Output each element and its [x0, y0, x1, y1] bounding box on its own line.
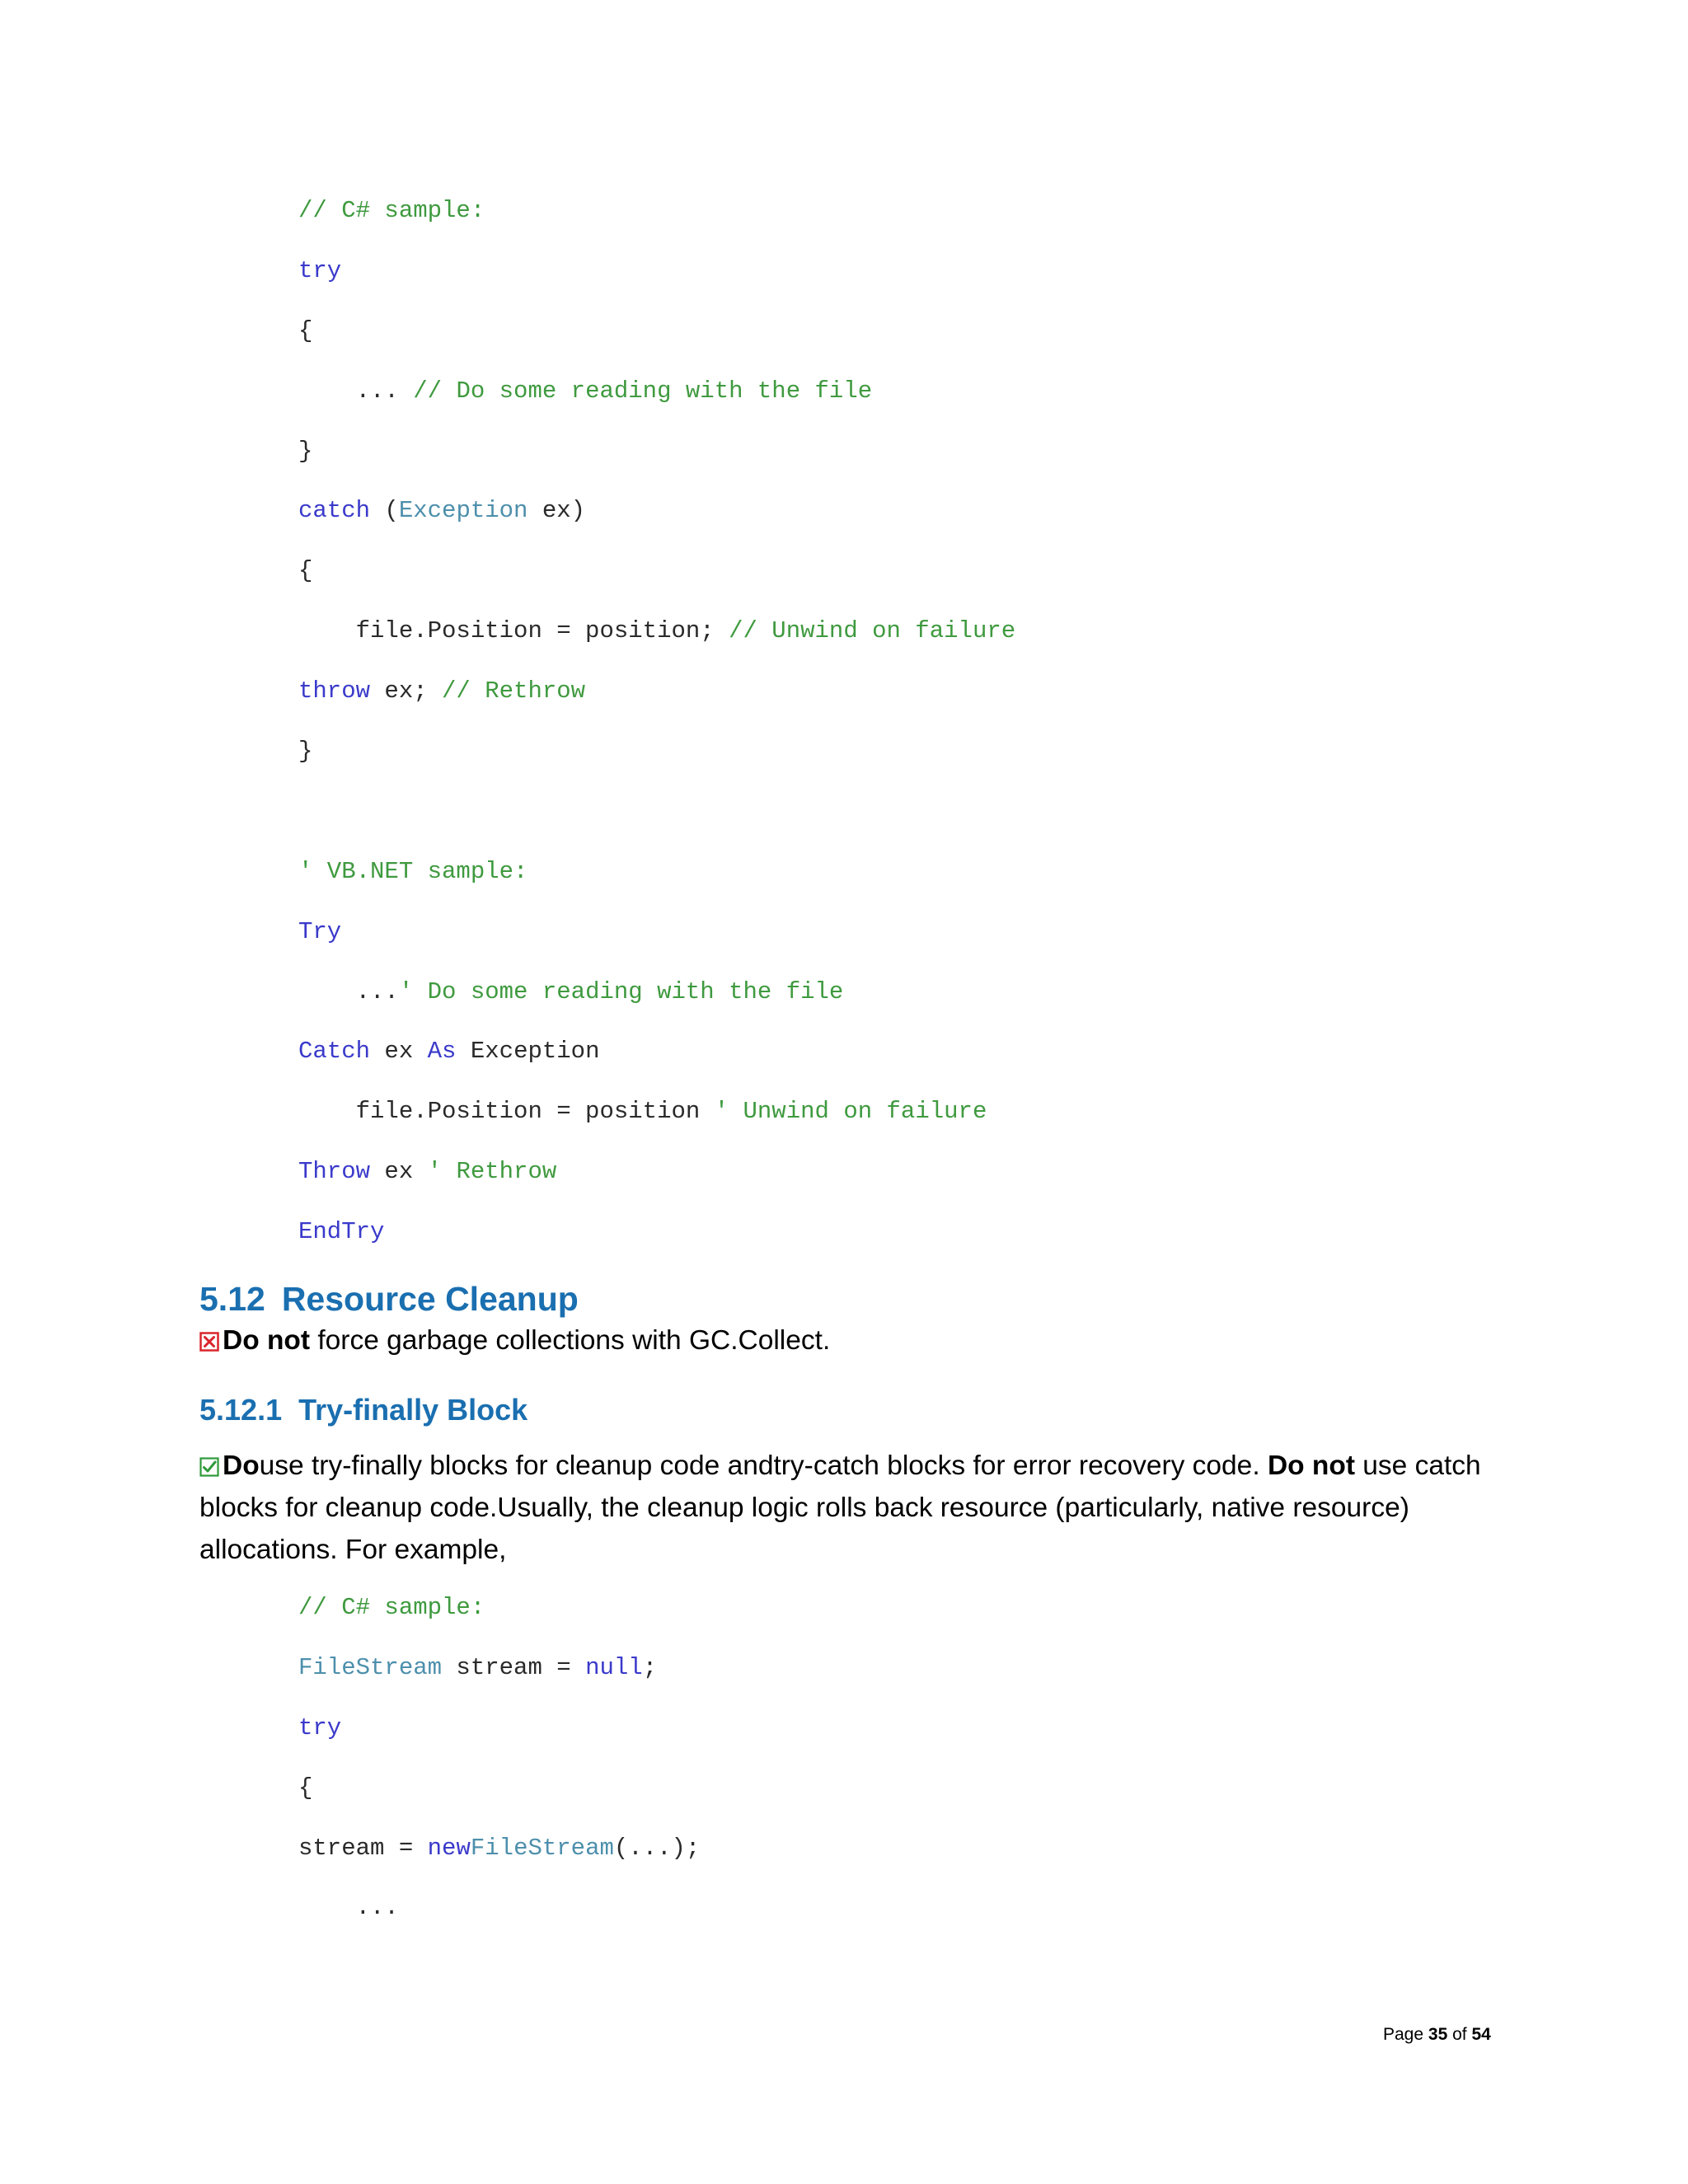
code-token: ...: [298, 1894, 399, 1922]
cross-box-icon: [199, 1332, 219, 1352]
code-token: {: [298, 557, 313, 585]
code-token: EndTry: [298, 1218, 385, 1246]
rule-text: force garbage collections with GC.Collect.: [310, 1325, 831, 1356]
code-token: file.Position = position: [298, 1098, 715, 1126]
code-token: try: [298, 256, 342, 284]
code-token: // Unwind on failure: [729, 617, 1016, 645]
code-token: ' Do some reading with the file: [398, 977, 844, 1005]
code-line: [298, 1713, 700, 1774]
code-line: [298, 977, 1015, 1038]
code-token: ;: [642, 1653, 658, 1681]
code-token: try: [298, 1713, 342, 1741]
code-token: Catch: [298, 1038, 371, 1066]
code-block-csharp-try-finally: [298, 1593, 700, 1953]
code-line: [298, 797, 1015, 857]
section-number: 5.12: [199, 1280, 265, 1318]
code-token: FileStream: [470, 1834, 614, 1862]
code-line: [298, 1893, 700, 1953]
code-token: // C# sample:: [298, 1594, 485, 1621]
code-token: As: [427, 1038, 457, 1066]
code-token: ' Unwind on failure: [714, 1098, 987, 1126]
code-token: ' VB.NET sample:: [298, 857, 528, 885]
code-line: [298, 1157, 1015, 1217]
check-box-icon: [199, 1457, 219, 1477]
code-line: [298, 1097, 1015, 1157]
code-token: // C# sample:: [298, 197, 485, 224]
code-token: file.Position = position;: [298, 617, 729, 645]
rule-do-not-gc-collect: [199, 1319, 1485, 1361]
code-token: ...: [298, 377, 414, 405]
code-line: [298, 1037, 1015, 1097]
code-token: stream =: [298, 1834, 428, 1862]
code-token: FileStream: [298, 1653, 443, 1681]
code-token: ex: [370, 1158, 428, 1186]
rule-do-use-try-finally: [199, 1445, 1485, 1571]
page-number: 35: [1428, 2025, 1448, 2044]
code-token: }: [298, 738, 313, 766]
code-token: ex: [370, 1038, 428, 1066]
code-line: [298, 677, 1015, 737]
code-line: [298, 1653, 700, 1713]
code-line: [298, 196, 1015, 256]
code-block-csharp-vb-try-catch: [298, 196, 1015, 1277]
section-heading-5-12: [199, 1280, 579, 1319]
section-title: Resource Cleanup: [281, 1280, 579, 1318]
code-line: [298, 737, 1015, 797]
code-line: [298, 857, 1015, 917]
code-line: [298, 437, 1015, 497]
code-line: [298, 316, 1015, 377]
section-title: Try-finally Block: [298, 1393, 528, 1427]
rule-text-2: use catch blocks for cleanup code.Usually, the cleanup logic rolls back resource (particularly, native resource) allocations. For example,: [199, 1451, 1481, 1565]
code-token: stream =: [442, 1653, 586, 1681]
rule-emphasis: Do not: [223, 1325, 311, 1356]
code-line: [298, 377, 1015, 437]
code-token: null: [585, 1653, 643, 1681]
code-token: Exception: [398, 497, 528, 525]
section-number: 5.12.1: [199, 1393, 283, 1427]
code-line: [298, 1593, 700, 1653]
code-token: {: [298, 1774, 313, 1802]
code-line: [298, 1217, 1015, 1277]
code-token: ' Rethrow: [427, 1158, 557, 1186]
rule-emphasis-do: Do: [223, 1451, 260, 1481]
code-token: ex): [528, 497, 586, 525]
code-line: [298, 556, 1015, 616]
code-line: [298, 256, 1015, 316]
code-line: [298, 1834, 700, 1894]
code-line: [298, 1774, 700, 1834]
code-token: new: [427, 1834, 471, 1862]
rule-emphasis-do-not: Do not: [1267, 1451, 1355, 1481]
page-footer: [1383, 2025, 1491, 2045]
code-token: {: [298, 316, 313, 344]
code-line: [298, 917, 1015, 977]
page-of-label: of: [1447, 2025, 1472, 2044]
section-heading-5-12-1: [199, 1393, 528, 1427]
code-line: [298, 496, 1015, 556]
code-token: catch: [298, 497, 371, 525]
code-token: (...);: [613, 1834, 701, 1862]
code-token: throw: [298, 677, 371, 705]
page-total: 54: [1471, 2025, 1491, 2044]
code-token: Throw: [298, 1158, 371, 1186]
code-token: (: [370, 497, 399, 525]
code-token: ex;: [370, 677, 443, 705]
page-label: Page: [1383, 2025, 1428, 2044]
code-token: ...: [298, 977, 399, 1005]
code-line: [298, 616, 1015, 677]
code-token: }: [298, 437, 313, 465]
code-token: Exception: [456, 1038, 600, 1066]
code-token: Try: [298, 917, 342, 945]
code-token: // Do some reading with the file: [413, 377, 873, 405]
code-token: // Rethrow: [442, 677, 586, 705]
rule-text-1: use try-finally blocks for cleanup code andtry-catch blocks for error recovery code.: [259, 1451, 1268, 1481]
